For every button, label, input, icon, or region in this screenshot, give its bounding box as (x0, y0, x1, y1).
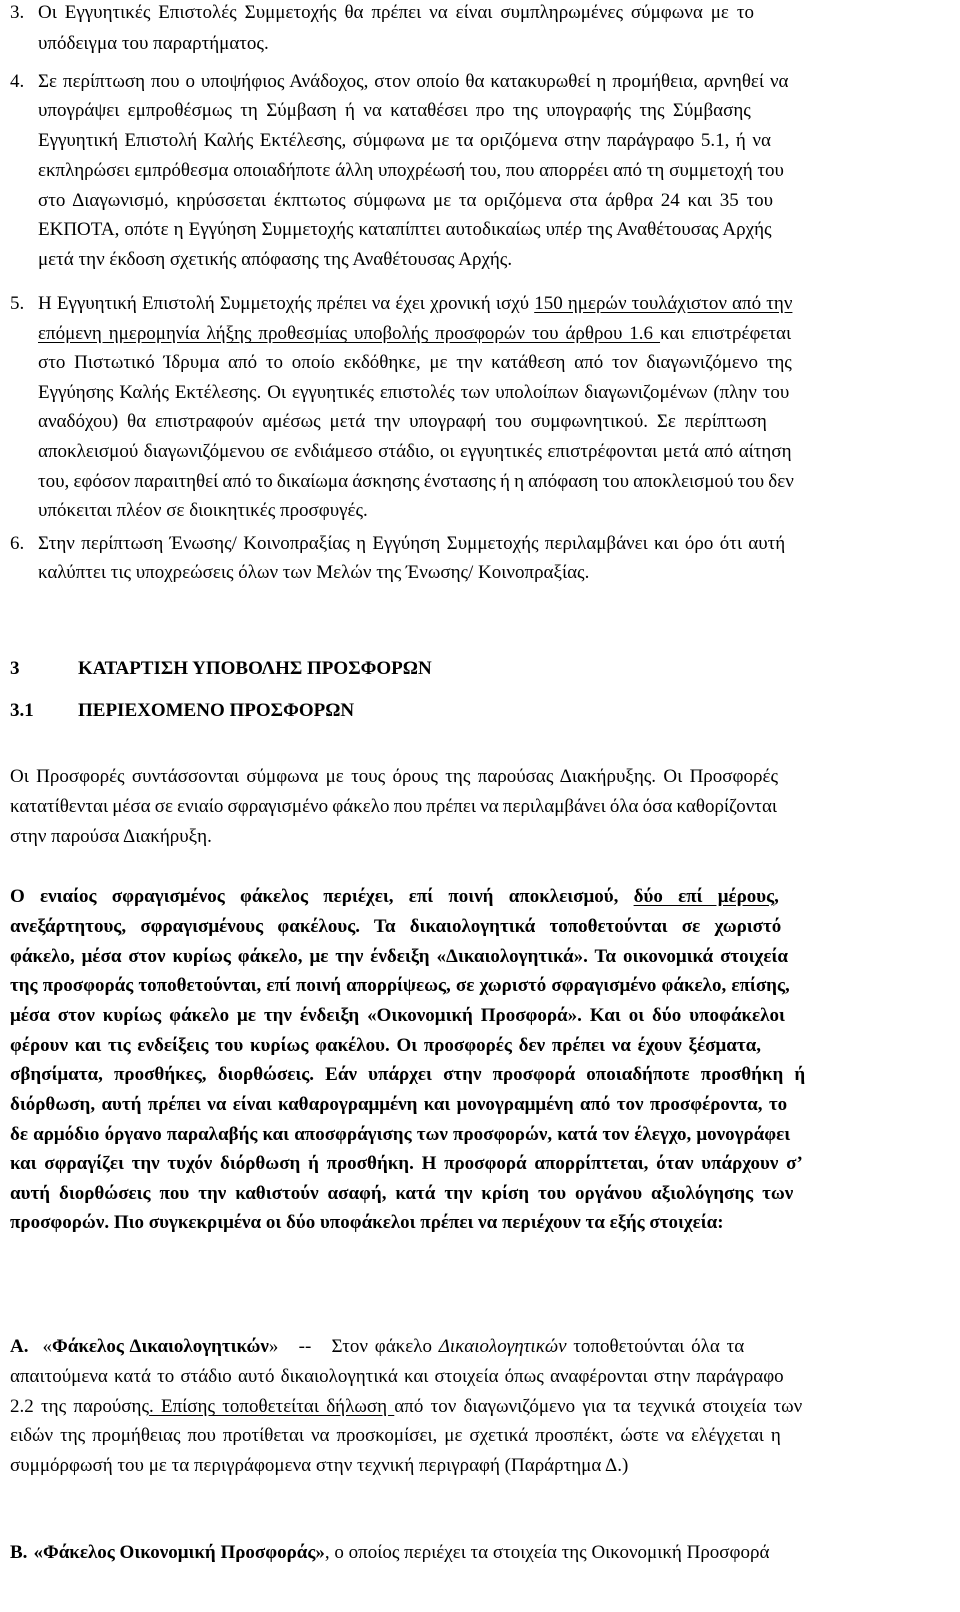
text-line: και σφραγίζει την τυχόν διόρθωση ή προσθήκη. Η προσφορά απορρίπτεται, όταν υπάρχουν σ’ (10, 1153, 803, 1174)
text-line: ανεξάρτητους, σφραγισμένους φακέλους. Τα δικαιολογητικά τοποθετούνται σε χωριστό (10, 916, 782, 937)
text-line: Οι Εγγυητικές Επιστολές Συμμετοχής θα πρέπει να είναι συμπληρωμένες σύμφωνα με το (38, 2, 754, 23)
text-run: και επιστρέφεται (660, 323, 792, 344)
text-line: αυτή διορθώσεις που την καθιστούν ασαφή, κατά την κρίση του οργάνου αξιολόγησης των (10, 1183, 794, 1204)
text-line: ειδών της προμήθειας που προτίθεται να προσκομίσει, με σχετικά προσπέκτ, ώστε να ελέγχεται η (10, 1425, 781, 1446)
text-line: ΕΚΠΟΤΑ, οπότε η Εγγύηση Συμμετοχής καταπίπτει αυτοδικαίως υπέρ της Αναθέτουσας Αρχής (38, 219, 772, 240)
text-line: Στην περίπτωση Ένωσης/ Κοινοπραξίας η Εγγύηση Συμμετοχής περιλαμβάνει και όρο ότι αυτή (38, 533, 786, 554)
text-line: διόρθωση, αυτή πρέπει να είναι καθαρογραμμένη και μονογραμμένη από τον προσφέροντα, το (10, 1094, 788, 1115)
text-line (10, 1396, 802, 1418)
text-line: συμμόρφωσή του με τα περιγράφομενα στην τεχνική περιγραφή (Παράρτημα Δ.) (10, 1455, 629, 1476)
text-line: απαιτούμενα κατά το στάδιο αυτό δικαιολογητικά και στοιχεία όπως αναφέρονται στην παράγραφο (10, 1366, 784, 1387)
text-run: -- Στον φάκελο (278, 1336, 439, 1357)
item-label: Α. (10, 1336, 29, 1357)
text-line: καλύπτει τις υποχρεώσεις όλων των Μελών της Ένωσης/ Κοινοπραξίας. (38, 562, 590, 583)
text-line: μέσα στον κυρίως φάκελο με την ένδειξη «Οικονομική Προσφορά». Και οι δύο υποφάκελοι (10, 1005, 785, 1026)
quote-close: » (268, 1336, 279, 1357)
subsection-title: ΠΕΡΙΕΧΟΜΕΝΟ ΠΡΟΣΦΟΡΩΝ (78, 700, 355, 721)
quote-open: « (42, 1336, 52, 1357)
text-line (38, 293, 792, 315)
text-line: προσφορών. Πιο συγκεκριμένα οι δύο υποφάκελοι πρέπει να περιέχουν τα εξής στοιχεία: (10, 1212, 724, 1233)
underlined-text: δύο επί μέρους (633, 886, 775, 907)
list-number: 3. (10, 2, 25, 23)
text-line: αποκλεισμού διαγωνιζόμενου σε ενδιάμεσο στάδιο, οι εγγυητικές επιστρέφονται μετά από αίτηση (38, 441, 792, 462)
text-line: σβησίματα, προσθήκες, διορθώσεις. Εάν υπάρχει στην προσφορά οποιαδήποτε προσθήκη ή (10, 1064, 806, 1085)
list-number: 5. (10, 293, 25, 314)
text-line: υπόκειται πλέον σε διοικητικές προσφυγές. (38, 500, 368, 521)
text-line: εκπληρώσει εμπρόθεσμα οποιαδήποτε άλλη υποχρέωσή του, που απορρέει από τη συμμετοχή του (38, 160, 784, 181)
item-label: Β. (10, 1542, 28, 1563)
section-number: 3 (10, 658, 20, 679)
text-line: του, εφόσον παραιτηθεί από το δικαίωμα άσκησης ένστασης ή η απόφαση του αποκλεισμού του δεν (38, 471, 794, 492)
text-line: στο Πιστωτικό Ίδρυμα από το οποίο εκδόθηκε, με την κατάθεση από τον διαγωνιζόμενο της (38, 352, 792, 373)
text-line (10, 1542, 769, 1564)
bold-title: Φάκελος Δικαιολογητικών (51, 1336, 269, 1357)
text-line: φάκελο, μέσα στον κυρίως φάκελο, με την ένδειξη «Δικαιολογητικά». Τα οικονομικά στοιχεία (10, 946, 788, 967)
underlined-text: επόμενη ημερομηνία λήξης προθεσμίας υποβολής προσφορών του άρθρου 1.6 (38, 323, 661, 344)
text-line: δε αρμόδιο όργανο παραλαβής και αποσφράγισης των προσφορών, κατά τον έλεγχο, μονογράφει (10, 1124, 791, 1145)
subsection-number: 3.1 (10, 700, 34, 721)
text-run: , (774, 886, 779, 907)
text-run: Ο ενιαίος σφραγισμένος φάκελος περιέχει, επί ποινή αποκλεισμού, (10, 886, 634, 907)
section-title: ΚΑΤΑΡΤΙΣΗ ΥΠΟΒΟΛΗΣ ΠΡΟΣΦΟΡΩΝ (78, 658, 432, 679)
text-line: Σε περίπτωση που ο υποψήφιος Ανάδοχος, στον οποίο θα κατακυρωθεί η προμήθεια, αρνηθεί να (38, 71, 789, 92)
text-line: κατατίθενται μέσα σε ενιαίο σφραγισμένο φάκελο που πρέπει να περιλαμβάνει όλα όσα καθορίζονται (10, 796, 778, 817)
text-line: Εγγυητική Επιστολή Καλής Εκτέλεσης, σύμφωνα με τα οριζόμενα στην παράγραφο 5.1, ή να (38, 130, 771, 151)
text-line: Εγγύησης Καλής Εκτέλεσης. Οι εγγυητικές επιστολές των υπολοίπων διαγωνιζομένων (πλην του (38, 382, 790, 403)
text-line (10, 886, 779, 908)
text-run: Η Εγγυητική Επιστολή Συμμετοχής πρέπει να έχει χρονική ισχύ (38, 293, 535, 314)
text-run: 2.2 της παρούσης (10, 1396, 149, 1417)
underlined-text: 150 ημερών τουλάχιστον από την (534, 293, 793, 314)
text-run: , ο οποίος περιέχει τα στοιχεία της Οικονομική Προσφορά (324, 1542, 770, 1563)
text-line: υπογράψει εμπροθέσμως τη Σύμβαση ή να καταθέσει προ της υπογραφής της Σύμβασης (38, 100, 751, 121)
text-line: στο Διαγωνισμό, κηρύσσεται έκπτωτος σύμφωνα με τα οριζόμενα στα άρθρα 24 και 35 του (38, 190, 774, 211)
text-run: από τον διαγωνιζόμενο για τα τεχνικά στοιχεία των (394, 1396, 803, 1417)
text-line: Οι Προσφορές συντάσσονται σύμφωνα με τους όρους της παρούσας Διακήρυξης. Οι Προσφορές (10, 766, 778, 787)
text-line (10, 1336, 744, 1358)
text-line: αναδόχου) θα επιστραφούν αμέσως μετά την υπογραφή του συμφωνητικού. Σε περίπτωση (38, 411, 767, 432)
text-run: τοποθετούνται όλα τα (566, 1336, 745, 1357)
text-line: στην παρούσα Διακήρυξη. (10, 826, 212, 847)
text-line: μετά την έκδοση σχετικής απόφασης της Αναθέτουσας Αρχής. (38, 249, 513, 270)
underlined-text: . Επίσης τοποθετείται δήλωση (148, 1396, 395, 1417)
text-line: υπόδειγμα του παραρτήματος. (38, 33, 269, 54)
text-line: φέρουν και τις ενδείξεις του κυρίως φακέλου. Οι προσφορές δεν πρέπει να έχουν ξέσματα, (10, 1035, 761, 1056)
italic-text: Δικαιολογητικών (438, 1336, 567, 1357)
bold-title: «Φάκελος Οικονομική Προσφοράς» (33, 1542, 325, 1563)
text-line: της προσφοράς τοποθετούνται, επί ποινή απορρίψεως, σε χωριστό σφραγισμένο φάκελο, επίσης, (10, 975, 790, 996)
text-line (38, 323, 791, 345)
list-number: 4. (10, 71, 25, 92)
list-number: 6. (10, 533, 25, 554)
